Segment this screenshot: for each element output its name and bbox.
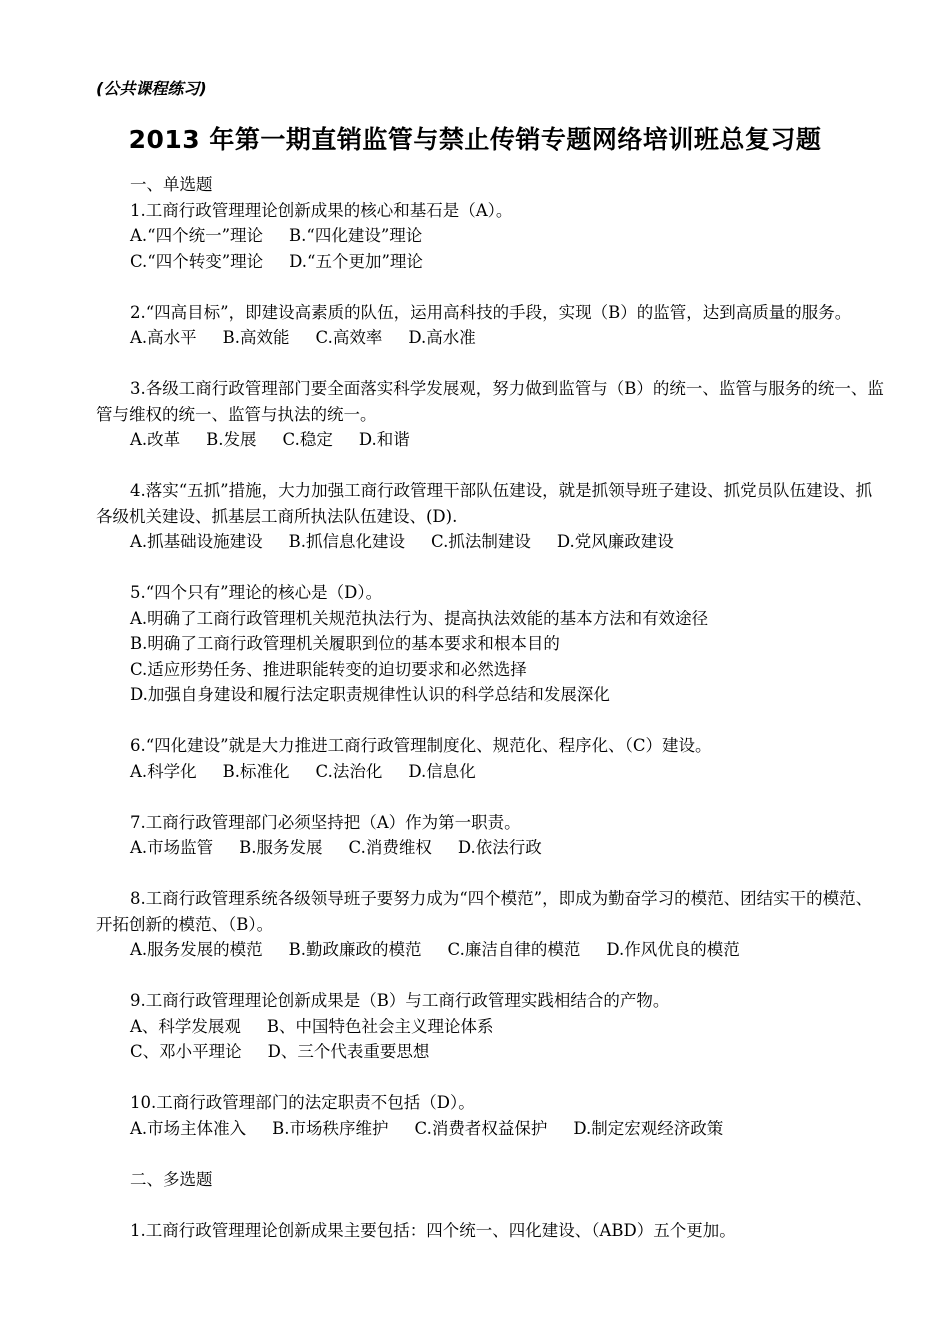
answer-option: C.稳定 <box>282 430 333 449</box>
answer-option: D.作风优良的模范 <box>606 940 740 959</box>
answer-option: D.加强自身建设和履行法定职责规律性认识的科学总结和发展深化 <box>130 685 610 704</box>
answer-option: C.法治化 <box>315 761 383 781</box>
answer-option: A.高水平 <box>130 328 197 347</box>
answer-option: C.抓法制建设 <box>431 532 531 551</box>
answer-option: D.制定宏观经济政策 <box>573 1118 724 1138</box>
answer-option: D.和谐 <box>358 430 410 449</box>
question-item <box>96 198 886 275</box>
spacer <box>96 555 886 581</box>
answer-option: A.改革 <box>130 430 181 449</box>
question-item <box>96 376 886 453</box>
answer-option: B.勤政廉政的模范 <box>288 940 422 959</box>
answer-option: D.高水准 <box>408 328 476 347</box>
question-list <box>96 172 886 1243</box>
answer-option: B.“四化建设”理论 <box>289 226 423 245</box>
answer-option: A.抓基础设施建设 <box>130 532 263 551</box>
answer-option: B、中国特色社会主义理论体系 <box>266 1016 494 1036</box>
question-item <box>96 1090 886 1141</box>
answer-option: B.高效能 <box>222 328 290 347</box>
spacer <box>96 1065 886 1091</box>
option-row <box>96 657 886 683</box>
spacer <box>96 861 886 887</box>
spacer <box>96 708 886 734</box>
answer-option: B.明确了工商行政管理机关履职到位的基本要求和根本目的 <box>130 634 560 653</box>
answer-option: B.服务发展 <box>239 838 323 857</box>
question-item <box>96 580 886 708</box>
question-item <box>96 988 886 1065</box>
question-stem: 6.“四化建设”就是大力推进工商行政管理制度化、规范化、程序化、（C）建设。 <box>130 736 712 755</box>
answer-option: A.明确了工商行政管理机关规范执法行为、提高执法效能的基本方法和有效途径 <box>130 608 709 628</box>
answer-option: A.服务发展的模范 <box>130 940 263 959</box>
question-stem: 9.工商行政管理理论创新成果是（B）与工商行政管理实践相结合的产物。 <box>130 991 670 1010</box>
spacer <box>96 1141 886 1167</box>
question-stem: 8.工商行政管理系统各级领导班子要努力成为“四个模范”，即成为勤奋学习的模范、团结实干的模范、开拓创新的模范、（B）。 <box>96 889 873 934</box>
answer-option: B.市场秩序维护 <box>272 1118 389 1138</box>
section-heading: 一、单选题 <box>130 175 213 194</box>
answer-option: C.“四个转变”理论 <box>130 251 264 271</box>
option-row <box>96 1014 886 1040</box>
question-stem: 3.各级工商行政管理部门要全面落实科学发展观，努力做到监管与（B）的统一、监管与服务的统一、监管与维权的统一、监管与执法的统一。 <box>96 379 884 424</box>
answer-option: C.消费者权益保护 <box>414 1118 548 1138</box>
answer-option: C.适应形势任务、推进职能转变的迫切要求和必然选择 <box>130 659 527 679</box>
question-item <box>96 300 886 351</box>
option-row <box>96 223 886 249</box>
spacer <box>96 453 886 479</box>
answer-option: A.市场主体准入 <box>130 1118 247 1138</box>
option-row <box>96 835 886 861</box>
option-row <box>96 631 886 657</box>
question-item <box>96 733 886 784</box>
answer-option: D.党风廉政建设 <box>556 532 674 551</box>
question-stem: 2.“四高目标”，即建设高素质的队伍，运用高科技的手段，实现（B）的监管，达到高质量的服务。 <box>130 302 852 322</box>
question-item <box>96 886 886 963</box>
answer-option: A.“四个统一”理论 <box>130 226 264 245</box>
option-row <box>96 249 886 275</box>
answer-option: D.信息化 <box>408 761 476 781</box>
answer-option: A、科学发展观 <box>130 1016 241 1036</box>
question-item <box>96 478 886 555</box>
answer-option: D.依法行政 <box>457 838 542 857</box>
spacer <box>96 1192 886 1218</box>
question-item <box>96 810 886 861</box>
option-row <box>96 682 886 708</box>
answer-option: D.“五个更加”理论 <box>289 251 423 271</box>
answer-option: A.科学化 <box>130 761 197 781</box>
question-stem: 1.工商行政管理理论创新成果的核心和基石是（A）。 <box>130 200 513 220</box>
page-title: 2013 年第一期直销监管与禁止传销专题网络培训班总复习题 <box>128 125 822 154</box>
question-stem: 7.工商行政管理部门必须坚持把（A）作为第一职责。 <box>130 812 521 832</box>
answer-option: C.高效率 <box>315 328 383 347</box>
section-heading: 二、多选题 <box>130 1169 213 1189</box>
spacer <box>96 784 886 810</box>
answer-option: C.廉洁自律的模范 <box>447 940 581 959</box>
spacer <box>96 274 886 300</box>
option-row <box>96 325 886 351</box>
option-row <box>96 759 886 785</box>
option-row <box>96 1039 886 1065</box>
option-row <box>96 529 886 555</box>
question-stem: 1.工商行政管理理论创新成果主要包括：四个统一、四化建设、（ABD）五个更加。 <box>130 1220 736 1240</box>
answer-option: B.发展 <box>206 430 257 449</box>
spacer <box>96 963 886 989</box>
option-row <box>96 1116 886 1142</box>
answer-option: C.消费维权 <box>348 838 432 857</box>
spacer <box>96 351 886 377</box>
answer-option: B.标准化 <box>222 761 290 781</box>
question-stem: 4.落实“五抓”措施，大力加强工商行政管理干部队伍建设，就是抓领导班子建设、抓党员队伍建设、抓各级机关建设、抓基层工商所执法队伍建设、(D). <box>96 481 873 526</box>
option-row <box>96 606 886 632</box>
course-tag: (公共课程练习) <box>96 79 207 98</box>
question-stem: 10.工商行政管理部门的法定职责不包括（D）。 <box>130 1093 475 1112</box>
option-row <box>96 427 886 453</box>
question-stem: 5.“四个只有”理论的核心是（D）。 <box>130 583 383 602</box>
question-item <box>96 1218 886 1244</box>
answer-option: A.市场监管 <box>130 838 214 857</box>
answer-option: B.抓信息化建设 <box>288 532 406 551</box>
answer-option: C、邓小平理论 <box>130 1042 242 1061</box>
answer-option: D、三个代表重要思想 <box>267 1042 430 1061</box>
option-row <box>96 937 886 963</box>
